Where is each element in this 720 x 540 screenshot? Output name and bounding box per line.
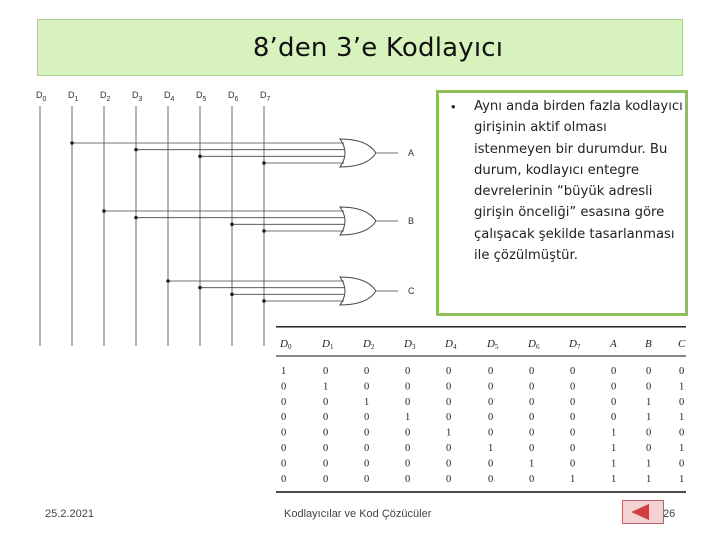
table-cell: 0	[488, 458, 494, 470]
table-cell: 1	[323, 381, 329, 393]
table-cell: 0	[679, 366, 685, 377]
table-cell: 1	[646, 396, 652, 408]
table-cell: 0	[679, 396, 685, 408]
page-number: 26	[663, 508, 676, 520]
gate-1-junction-1	[134, 216, 138, 220]
gate-1-junction-0	[102, 209, 106, 213]
table-cell: 0	[488, 396, 494, 408]
table-cell: 0	[364, 427, 370, 439]
table-cell: 0	[281, 412, 287, 424]
table-header-6: D6	[528, 338, 540, 351]
title-banner	[37, 19, 683, 76]
encoder-circuit-diagram	[30, 88, 450, 348]
table-cell: 0	[646, 381, 652, 393]
table-header-8: A	[610, 338, 617, 350]
table-cell: 0	[405, 427, 411, 439]
table-cell: 1	[405, 412, 411, 424]
table-cell: 0	[323, 473, 329, 485]
table-cell: 0	[323, 443, 329, 454]
table-cell: 1	[679, 473, 685, 485]
table-cell: 0	[364, 366, 370, 377]
table-cell: 0	[281, 396, 287, 408]
table-cell: 0	[529, 427, 535, 439]
note-box	[436, 90, 688, 316]
gate-2-junction-1	[198, 286, 202, 290]
gate-2-junction-3	[262, 299, 266, 303]
input-label-1: $D_1$	[68, 90, 79, 103]
table-cell: 1	[646, 473, 652, 485]
table-cell: 0	[611, 396, 617, 408]
gate-2-junction-0	[166, 279, 170, 283]
gate-2-junction-2	[230, 293, 234, 297]
table-header-1: D1	[322, 338, 334, 351]
table-header-10: C	[678, 338, 686, 350]
back-nav-button[interactable]	[622, 500, 664, 524]
table-cell: 0	[446, 458, 452, 470]
input-label-0: $D_0$	[36, 90, 47, 103]
gate-1-junction-2	[230, 223, 234, 227]
table-cell: 0	[281, 427, 287, 439]
table-cell: 1	[570, 473, 576, 485]
table-cell: 1	[281, 366, 287, 377]
table-cell: 0	[281, 473, 287, 485]
gate-0-junction-2	[198, 155, 202, 159]
table-cell: 0	[570, 427, 576, 439]
table-cell: 0	[446, 473, 452, 485]
table-cell: 0	[405, 381, 411, 393]
table-cell: 0	[570, 366, 576, 377]
table-cell: 0	[364, 412, 370, 424]
table-cell: 1	[679, 381, 685, 393]
table-header-3: D3	[404, 338, 416, 351]
note-text: Aynı anda birden fazla kodlayıcı girişinin aktif olması istenmeyen bir durumdur. Bu durum, kodlayıcı entegre devrelerinin “büyük adresli girişin önceliği” esasına göre çalışacak şekilde tasarlanması ile çözülmüştür.	[474, 99, 683, 264]
table-cell: 0	[679, 427, 685, 439]
table-cell: 0	[405, 443, 411, 454]
table-cell: 0	[281, 443, 287, 454]
table-cell: 1	[646, 458, 652, 470]
table-cell: 1	[611, 473, 617, 485]
table-cell: 0	[364, 473, 370, 485]
table-header-4: D4	[445, 338, 457, 351]
table-cell: 0	[488, 381, 494, 393]
output-label-0: A	[408, 148, 415, 158]
input-label-6: $D_6$	[228, 90, 239, 103]
table-header-0: D0	[280, 338, 292, 351]
table-cell: 0	[364, 443, 370, 454]
table-cell: 0	[679, 458, 685, 470]
input-label-7: $D_7$	[260, 90, 271, 103]
input-label-5: $D_5$	[196, 90, 207, 103]
table-cell: 0	[323, 412, 329, 424]
gate-0-junction-1	[134, 148, 138, 152]
gate-0-junction-0	[70, 141, 74, 145]
table-cell: 0	[570, 396, 576, 408]
table-cell: 0	[529, 473, 535, 485]
table-cell: 0	[323, 366, 329, 377]
table-cell: 0	[488, 412, 494, 424]
footer-title: Kodlayıcılar ve Kod Çözücüler	[284, 508, 432, 520]
table-cell: 0	[446, 396, 452, 408]
table-cell: 0	[646, 366, 652, 377]
table-cell: 0	[323, 427, 329, 439]
or-gate-1	[340, 207, 376, 235]
table-cell: 0	[529, 381, 535, 393]
footer-date: 25.2.2021	[45, 508, 94, 520]
table-cell: 0	[446, 381, 452, 393]
table-cell: 0	[611, 412, 617, 424]
table-cell: 1	[529, 458, 535, 470]
table-cell: 0	[570, 381, 576, 393]
table-cell: 0	[611, 381, 617, 393]
table-cell: 0	[529, 366, 535, 377]
output-label-2: C	[408, 286, 415, 296]
table-cell: 1	[364, 396, 370, 408]
table-cell: 0	[488, 473, 494, 485]
table-cell: 0	[364, 381, 370, 393]
table-cell: 0	[611, 366, 617, 377]
table-header-2: D2	[363, 338, 375, 351]
table-header-9: B	[645, 338, 652, 350]
table-cell: 0	[646, 443, 652, 454]
table-cell: 0	[281, 381, 287, 393]
table-cell: 1	[488, 443, 494, 454]
table-cell: 1	[611, 443, 617, 454]
slide-title: 8’den 3’e Kodlayıcı	[252, 32, 504, 63]
input-label-3: $D_3$	[132, 90, 143, 103]
or-gate-2	[340, 277, 376, 305]
table-cell: 1	[611, 458, 617, 470]
table-cell: 0	[323, 396, 329, 408]
input-label-4: $D_4$	[164, 90, 175, 103]
table-cell: 0	[570, 412, 576, 424]
table-cell: 1	[679, 443, 685, 454]
table-cell: 0	[323, 458, 329, 470]
table-cell: 0	[570, 458, 576, 470]
table-cell: 0	[405, 396, 411, 408]
note-bullet: •	[451, 99, 456, 114]
table-cell: 0	[488, 427, 494, 439]
table-cell: 0	[646, 427, 652, 439]
table-cell: 0	[281, 458, 287, 470]
truth-table	[276, 326, 686, 496]
table-cell: 0	[405, 366, 411, 377]
gate-0-junction-3	[262, 161, 266, 165]
table-cell: 1	[646, 412, 652, 424]
table-cell: 0	[405, 458, 411, 470]
table-cell: 0	[570, 443, 576, 454]
table-cell: 0	[446, 366, 452, 377]
table-cell: 0	[529, 443, 535, 454]
table-cell: 1	[679, 412, 685, 424]
gate-1-junction-3	[262, 229, 266, 233]
table-header-7: D7	[569, 338, 581, 351]
table-cell: 0	[405, 473, 411, 485]
table-header-5: D5	[487, 338, 499, 351]
table-cell: 0	[446, 443, 452, 454]
or-gate-0	[340, 139, 376, 167]
table-cell: 0	[529, 396, 535, 408]
back-arrow-icon	[631, 504, 649, 520]
table-cell: 0	[488, 366, 494, 377]
table-cell: 1	[446, 427, 452, 439]
table-cell: 0	[529, 412, 535, 424]
input-label-2: $D_2$	[100, 90, 111, 103]
output-label-1: B	[408, 216, 415, 226]
table-cell: 1	[611, 427, 617, 439]
table-cell: 0	[364, 458, 370, 470]
table-cell: 0	[446, 412, 452, 424]
